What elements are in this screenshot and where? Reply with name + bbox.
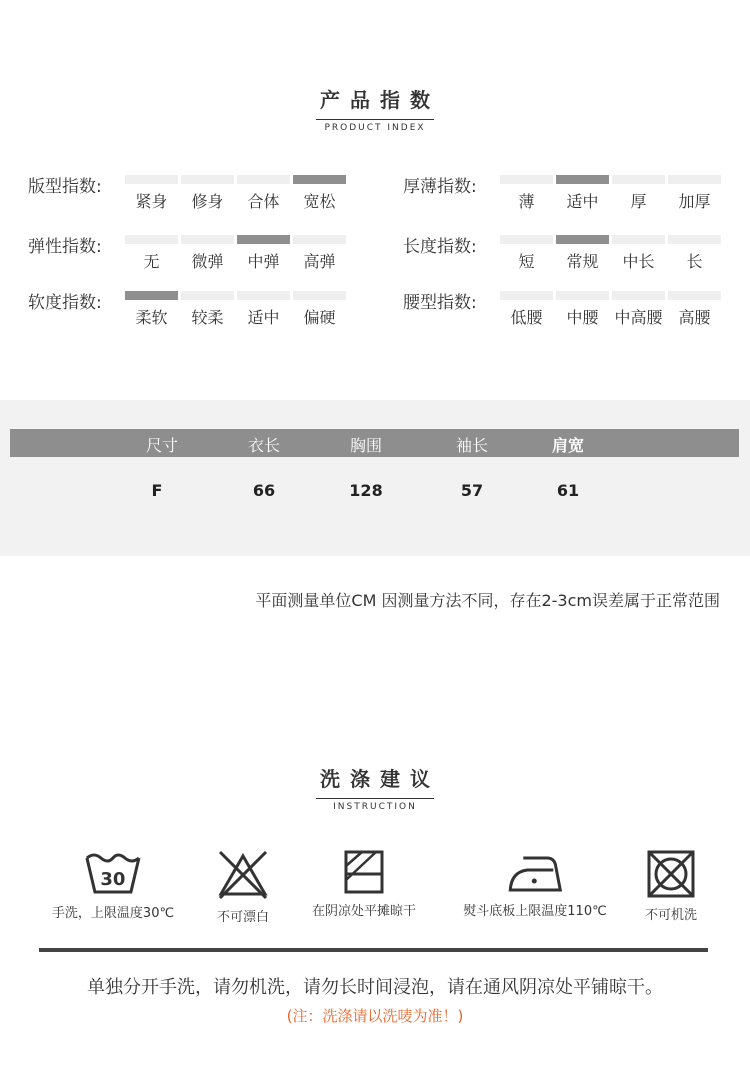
index-option-label: 无 bbox=[143, 252, 160, 271]
index-option bbox=[668, 175, 721, 212]
index-option-label: 适中 bbox=[247, 308, 280, 327]
index-option bbox=[293, 175, 346, 212]
index-group-thickness bbox=[500, 175, 721, 212]
index-bar-selected bbox=[237, 235, 290, 244]
index-option bbox=[612, 175, 665, 212]
index-option-label: 中高腰 bbox=[614, 308, 663, 327]
no-machine-dry-icon bbox=[647, 850, 695, 898]
care-label-dry-flat: 在阴凉处平摊晾干 bbox=[311, 904, 417, 919]
title-underline bbox=[316, 798, 434, 799]
size-header-sleeve: 袖长 bbox=[455, 436, 489, 455]
care-label-no-machine: 不可机洗 bbox=[644, 908, 698, 923]
index-option-label: 常规 bbox=[566, 252, 599, 271]
wash-note: 单独分开手洗，请勿机洗，请勿长时间浸泡，请在通风阴凉处平铺晾干。 bbox=[87, 977, 663, 998]
wash-title-cn: 洗涤建议 bbox=[320, 767, 440, 791]
index-option bbox=[500, 175, 553, 212]
index-group-elasticity bbox=[125, 235, 346, 272]
care-item-no-machine bbox=[645, 850, 697, 923]
care-item-iron bbox=[463, 850, 606, 919]
care-item-dry-flat bbox=[312, 850, 416, 919]
wash-title bbox=[0, 763, 750, 812]
index-bar bbox=[500, 235, 553, 244]
index-option-label: 长 bbox=[686, 252, 703, 271]
index-option-label: 紧身 bbox=[135, 192, 168, 211]
title-underline bbox=[316, 119, 434, 120]
index-bar bbox=[668, 235, 721, 244]
index-bar-selected bbox=[556, 175, 609, 184]
index-option bbox=[237, 291, 290, 328]
index-option-label: 适中 bbox=[566, 192, 599, 211]
index-option-label: 薄 bbox=[518, 192, 535, 211]
index-bar-selected bbox=[125, 291, 178, 300]
care-label-no-bleach: 不可漂白 bbox=[216, 910, 270, 925]
index-option bbox=[125, 291, 178, 328]
care-item-no-bleach bbox=[217, 850, 269, 925]
index-bar bbox=[237, 291, 290, 300]
index-option bbox=[125, 235, 178, 272]
index-bar-selected bbox=[556, 235, 609, 244]
hand-wash-30-icon bbox=[84, 850, 142, 896]
index-option-label: 加厚 bbox=[678, 192, 711, 211]
size-cell-chest: 128 bbox=[349, 481, 383, 500]
index-option-label: 宽松 bbox=[303, 192, 336, 211]
index-option bbox=[668, 291, 721, 328]
index-option-label: 高腰 bbox=[678, 308, 711, 327]
product-index-title bbox=[0, 84, 750, 133]
index-label-thickness: 厚薄指数: bbox=[403, 177, 477, 197]
index-option bbox=[125, 175, 178, 212]
index-option-label: 修身 bbox=[191, 192, 224, 211]
index-option bbox=[237, 235, 290, 272]
index-bar-selected bbox=[293, 175, 346, 184]
wash-title-en: INSTRUCTION bbox=[333, 802, 417, 812]
index-label-length: 长度指数: bbox=[403, 237, 477, 257]
index-option-label: 中腰 bbox=[566, 308, 599, 327]
index-bar bbox=[612, 175, 665, 184]
index-option bbox=[556, 175, 609, 212]
index-option-label: 柔软 bbox=[135, 308, 168, 327]
iron-icon bbox=[507, 850, 563, 894]
index-option bbox=[293, 235, 346, 272]
index-bar bbox=[181, 291, 234, 300]
index-option bbox=[181, 175, 234, 212]
index-option-label: 较柔 bbox=[191, 308, 224, 327]
index-bar bbox=[668, 291, 721, 300]
size-cell-sleeve: 57 bbox=[460, 481, 484, 500]
size-cell-size: F bbox=[151, 481, 163, 500]
care-label-hand-wash: 手洗，上限温度30℃ bbox=[51, 906, 175, 921]
no-bleach-icon bbox=[217, 850, 269, 900]
care-item-hand-wash bbox=[52, 850, 174, 921]
index-label-elasticity: 弹性指数: bbox=[28, 237, 102, 257]
index-option-label: 短 bbox=[518, 252, 535, 271]
index-option-label: 偏硬 bbox=[303, 308, 336, 327]
index-option-label: 高弹 bbox=[303, 252, 336, 271]
size-header-shoulder: 肩宽 bbox=[551, 436, 585, 455]
index-label-fit: 版型指数: bbox=[28, 177, 102, 197]
index-option bbox=[668, 235, 721, 272]
size-cell-shoulder: 61 bbox=[556, 481, 580, 500]
index-bar bbox=[500, 291, 553, 300]
index-option bbox=[181, 291, 234, 328]
index-bar bbox=[668, 175, 721, 184]
index-group-fit bbox=[125, 175, 346, 212]
size-header-length: 衣长 bbox=[247, 436, 281, 455]
index-bar bbox=[612, 235, 665, 244]
index-option bbox=[237, 175, 290, 212]
index-option bbox=[500, 235, 553, 272]
index-option bbox=[556, 235, 609, 272]
index-bar bbox=[181, 175, 234, 184]
size-table bbox=[0, 400, 750, 556]
index-bar bbox=[500, 175, 553, 184]
index-bar bbox=[556, 291, 609, 300]
index-option bbox=[293, 291, 346, 328]
index-group-waist bbox=[500, 291, 721, 328]
index-option bbox=[612, 291, 665, 328]
size-header-chest: 胸围 bbox=[349, 436, 383, 455]
care-label-iron: 熨斗底板上限温度110℃ bbox=[463, 904, 607, 919]
index-bar bbox=[125, 235, 178, 244]
index-group-softness bbox=[125, 291, 346, 328]
index-bar bbox=[181, 235, 234, 244]
size-cell-length: 66 bbox=[252, 481, 276, 500]
index-option-label: 中弹 bbox=[247, 252, 280, 271]
index-bar bbox=[237, 175, 290, 184]
index-label-waist: 腰型指数: bbox=[403, 293, 477, 313]
dry-flat-shade-icon bbox=[344, 850, 384, 894]
measure-note: 平面测量单位CM 因测量方法不同，存在2-3cm误差属于正常范围 bbox=[255, 591, 720, 610]
size-table-header bbox=[10, 429, 739, 457]
index-option-label: 中长 bbox=[622, 252, 655, 271]
index-option-label: 合体 bbox=[247, 192, 280, 211]
index-option-label: 低腰 bbox=[510, 308, 543, 327]
index-option-label: 微弹 bbox=[191, 252, 224, 271]
index-option bbox=[612, 235, 665, 272]
index-label-softness: 软度指数: bbox=[28, 293, 102, 313]
wash-sub-note: (注：洗涤请以洗唛为准！) bbox=[286, 1007, 464, 1025]
divider bbox=[39, 948, 708, 952]
size-header-size: 尺寸 bbox=[145, 436, 179, 455]
index-bar bbox=[293, 291, 346, 300]
index-option bbox=[181, 235, 234, 272]
index-option bbox=[556, 291, 609, 328]
index-option-label: 厚 bbox=[630, 192, 647, 211]
product-index-title-cn: 产品指数 bbox=[320, 88, 440, 112]
index-bar bbox=[612, 291, 665, 300]
index-option bbox=[500, 291, 553, 328]
index-bar bbox=[293, 235, 346, 244]
index-bar bbox=[125, 175, 178, 184]
wash-temp-mark: 30 bbox=[100, 869, 126, 890]
product-index-title-en: PRODUCT INDEX bbox=[324, 123, 426, 133]
index-group-length bbox=[500, 235, 721, 272]
